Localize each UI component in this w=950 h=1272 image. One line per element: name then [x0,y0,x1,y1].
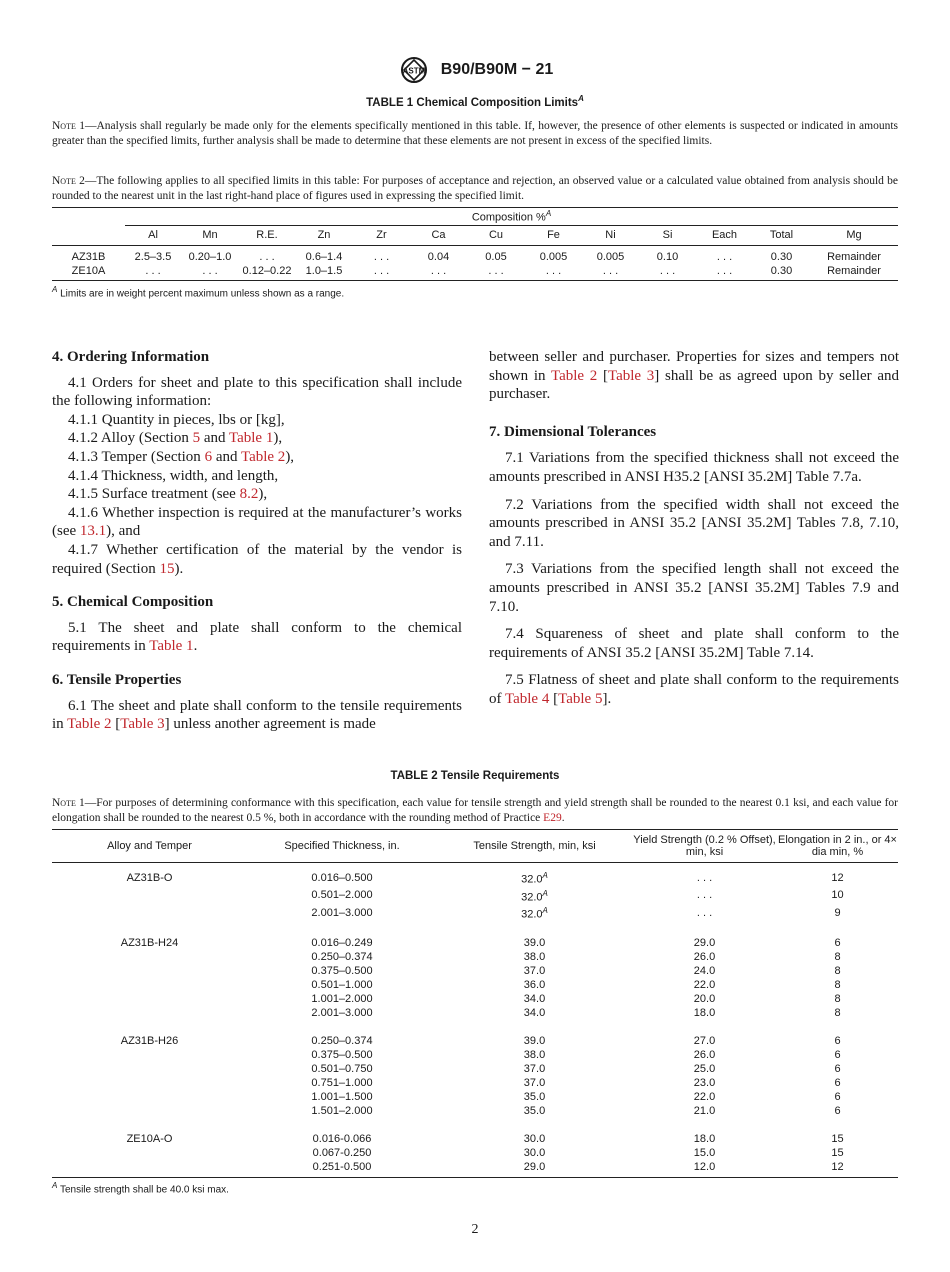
table-cell: 9 [834,907,841,920]
column-header: Alloy and Temper [52,830,247,863]
table-cell: $32.0^A$ [521,906,548,921]
table-cell: 38.0 [523,1048,546,1061]
table-row [52,1048,898,1062]
link-table-4[interactable]: Table 4 [504,690,550,707]
table-cell: 15 [831,1132,844,1145]
table-cell: 0.375–0.500 [311,1048,373,1061]
table-cell [52,1160,247,1174]
table-cell: 8 [834,950,841,963]
table-cell: 12 [831,1160,844,1173]
link-13-1[interactable]: 13.1 [79,523,107,540]
link-section-6[interactable]: 6 [204,448,213,465]
table-cell [52,1062,247,1076]
table-cell [52,1048,247,1062]
table-row [52,887,898,905]
para-7-4: 7.4 Squareness of sheet and plate shall conform to the requirements of ANSI 35.2 [ANSI 35.2M] Table 7.14. [489,626,899,661]
table-cell: 15 [831,1146,844,1159]
para-4-1-7: 4.1.7 Whether certification of the material by the vendor is required (Section 15). [52,541,462,577]
column-header: Yield Strength (0.2 % Offset), min, ksi [632,830,777,863]
table-row [52,1006,898,1020]
table-cell [52,964,247,978]
table-cell: 8 [834,964,841,977]
section-5-heading: 5. Chemical Composition [52,594,214,611]
table-cell: 12.0 [693,1160,716,1173]
table-cell: 0.501–1.000 [311,978,373,991]
table-cell: 26.0 [693,950,716,963]
table-cell: 8 [834,1006,841,1019]
table-cell: 0.067-0.250 [312,1146,372,1159]
table-cell: 39.0 [523,1034,546,1047]
left-column [52,348,462,734]
table-cell: . . . [373,250,390,263]
table-cell: 6 [834,1062,841,1075]
table-cell: . . . [696,907,713,920]
section-4-heading: 4. Ordering Information [52,349,210,365]
table-cell: 1.501–2.000 [311,1104,373,1117]
table-cell [52,887,247,905]
table-cell: 6 [834,1076,841,1089]
table-cell: 0.005 [539,250,568,263]
table-cell: . . . [430,264,447,277]
table-cell: . . . [145,264,161,277]
table-cell: . . . [659,264,676,277]
table-cell [52,1146,247,1160]
column-header: Elongation in 2 in., or 4× dia min, % [777,830,898,863]
column-header: Mn [202,229,218,242]
column-header: Zn [317,229,331,242]
table-cell: ZE10A-O [126,1132,173,1145]
table-cell: 0.20–1.0 [188,250,232,263]
table-cell: $32.0^A$ [521,888,548,904]
para-7-5: 7.5 Flatness of sheet and plate shall conform to the requirements of Table 4 [Table 5]. [489,672,899,707]
table-cell: . . . [602,264,619,277]
table2-footnote: $^A$ Tensile strength shall be 40.0 ksi max. [52,1181,229,1196]
column-header: Ni [605,229,616,242]
table-cell: 0.251-0.500 [312,1160,372,1173]
para-4-1-4: 4.1.4 Thickness, width, and length, [68,467,279,484]
table-row [52,264,898,278]
table-row [52,964,898,978]
column-header: Mg [846,229,862,242]
link-table-2[interactable]: Table 2 [67,716,112,733]
para-7-3: 7.3 Variations from the specified length shall not exceed the amounts prescribed in ANSI 35.2 [ANSI 35.2M] Tables 7.9 and 7.10. [489,561,899,615]
table-cell: 0.30 [770,264,793,277]
link-e29[interactable]: E29 [543,812,562,824]
table-cell: 0.016–0.249 [311,936,373,949]
table-cell: . . . [696,871,713,884]
table-cell: 29.0 [693,936,716,949]
table-cell [52,978,247,992]
table-row [52,1132,898,1146]
table-cell: $32.0^A$ [521,871,548,886]
document-header [0,56,950,84]
link-table-1[interactable]: Table 1 [149,638,194,655]
table-cell [52,1104,247,1118]
table-cell: 34.0 [523,1006,546,1019]
column-header: Ca [431,229,446,242]
table-row [52,992,898,1006]
column-header: R.E. [256,229,278,242]
table-row [52,1062,898,1076]
table-cell: 0.05 [485,250,507,263]
table-cell: 30.0 [523,1146,546,1159]
table-cell: 6 [834,1090,841,1103]
table-cell: 1.001–2.000 [311,992,373,1005]
astm-logo-icon [397,56,431,84]
table-cell: 23.0 [693,1076,716,1089]
table-cell: . . . [488,264,504,277]
table-cell: 0.250–0.374 [311,950,373,963]
composition-group-header: Composition %$^A$ [125,208,898,226]
link-table-3[interactable]: Table 3 [607,367,655,384]
table2-header-row [52,830,898,863]
table-row [52,1160,898,1174]
svg-text:ASTM: ASTM [402,66,426,76]
table-cell: 12 [831,871,844,884]
column-header: Total [769,229,794,242]
table-cell: ZE10A [71,264,106,277]
table-cell: 8 [834,992,841,1005]
table-cell: 38.0 [523,950,546,963]
table-cell: 37.0 [523,964,546,977]
link-table-3[interactable]: Table 3 [120,716,165,733]
table-cell: 0.501–0.750 [311,1062,373,1075]
table-cell: AZ31B-H26 [120,1034,179,1047]
link-section-15[interactable]: 15 [159,560,175,577]
table-cell: 35.0 [523,1090,546,1103]
link-table-2[interactable]: Table 2 [550,367,598,384]
table-row [52,904,898,922]
table-cell: 6 [834,1048,841,1061]
table-cell: 8 [834,978,841,991]
table-cell: 6 [834,1034,841,1047]
para-6-1-continued: between seller and purchaser. Properties for sizes and tempers not shown in Table 2 [Table 3] shall be as agreed upon by seller and purchaser. [489,349,899,403]
table1-note1: Note 1—Analysis shall regularly be made only for the elements specifically mentioned in this table. If, however, the presence of other elements is suspected or indicated in amounts greater than the specified limits, further analysis shall be made to determine that these elements are not present in excess of the specified limits. [52,120,898,147]
table-cell [52,904,247,922]
para-4-1-3: 4.1.3 Temper (Section 6 and Table 2), [68,448,295,465]
section-6-heading: 6. Tensile Properties [52,671,182,688]
table-cell: . . . [259,250,275,263]
column-header: Zr [376,229,387,242]
column-header: Si [662,229,673,242]
table-row [52,936,898,950]
para-4-1-2: 4.1.2 Alloy (Section 5 and Table 1), [68,430,283,447]
table-cell: 0.04 [427,250,450,263]
table-cell: 0.10 [656,250,679,263]
column-header: Fe [547,229,560,242]
section-7-heading: 7. Dimensional Tolerances [489,423,657,440]
table2-title: TABLE 2 Tensile Requirements [390,770,560,782]
table-cell: AZ31B-H24 [120,936,179,949]
table-cell: . . . [716,250,733,263]
para-4-1-5: 4.1.5 Surface treatment (see 8.2), [68,486,268,503]
para-7-1: 7.1 Variations from the specified thickness shall not exceed the amounts prescribed in ANSI H35.2 [ANSI 35.2M] Table 7.7a. [489,450,899,485]
table-cell [52,1006,247,1020]
table-row [52,1104,898,1118]
link-table-2[interactable]: Table 2 [240,448,286,465]
link-table-5[interactable]: Table 5 [558,690,603,707]
table-row [52,245,898,264]
table1-header-row [52,226,898,246]
tensile-requirements-table [52,829,898,1178]
table-cell: 0.6–1.4 [305,250,343,263]
column-header: Tensile Strength, min, ksi [437,830,632,863]
table-cell [52,950,247,964]
table-cell: 24.0 [693,964,716,977]
table-cell: 18.0 [693,1006,716,1019]
designation-code: B90/B90M − 21 [440,61,554,78]
table-cell: 20.0 [693,992,716,1005]
table2-note1: Note 1—For purposes of determining conformance with this specification, each value for tensile strength and yield strength shall be rounded to the nearest 0.1 ksi, and each value for elongation shall be rounded to the nearest 0.5 %, both in accordance with the rounding method of Practice E29. [52,797,898,824]
link-8-2[interactable]: 8.2 [239,486,259,503]
table-cell: . . . [696,889,713,902]
table-cell [52,1076,247,1090]
table-cell: 2.5–3.5 [134,250,172,263]
table-cell: AZ31B [71,250,106,263]
link-table-1[interactable]: Table 1 [228,430,274,447]
table-cell: . . . [545,264,562,277]
table-cell: 6 [834,1104,841,1117]
table-cell: 34.0 [523,992,546,1005]
table-cell: 21.0 [693,1104,716,1117]
column-header: Al [148,229,158,242]
table-cell: 0.501–2.000 [311,889,373,902]
table-cell: 0.016-0.066 [312,1132,372,1145]
table-cell: 0.12–0.22 [242,264,292,277]
table-cell: 2.001–3.000 [311,1006,373,1019]
right-column [489,348,899,709]
para-7-2: 7.2 Variations from the specified width shall not exceed the amounts prescribed in ANSI 35.2 [ANSI 35.2M] Tables 7.8, 7.10, and 7.11. [489,496,899,550]
table-cell: . . . [716,264,733,277]
table-cell: 39.0 [523,936,546,949]
table1-footnote: $^A$ Limits are in weight percent maximum unless shown as a range. [52,285,345,300]
column-header: Cu [488,229,504,242]
table-cell: 37.0 [523,1076,546,1089]
table1-note2: Note 2—The following applies to all specified limits in this table: For purposes of acceptance and rejection, an observed value or a calculated value obtained from analysis should be rounded to the nearest unit in the last right-hand place of figures used in expressing the specified limit. [52,175,898,202]
table-cell: 29.0 [523,1160,546,1173]
table-cell: 0.375–0.500 [311,964,373,977]
table-cell [52,992,247,1006]
table-cell: 37.0 [523,1062,546,1075]
table-cell: 1.001–1.500 [311,1090,373,1103]
table-cell: Remainder [827,264,881,277]
table-row [52,1090,898,1104]
table-cell: Remainder [827,250,881,263]
table-cell: . . . [373,264,390,277]
table-row [52,978,898,992]
table-cell: 30.0 [523,1132,546,1145]
table-row [52,1076,898,1090]
link-section-5[interactable]: 5 [192,430,201,447]
para-5-1: 5.1 The sheet and plate shall conform to the chemical requirements in Table 1. [52,619,462,655]
table-cell: 27.0 [693,1034,716,1047]
table-cell: 18.0 [693,1132,716,1145]
page-number: 2 [471,1222,479,1237]
table-cell: 25.0 [693,1062,716,1075]
table-cell: 36.0 [523,978,546,991]
table-row [52,863,898,887]
table-cell: 26.0 [693,1048,716,1061]
table-cell: 22.0 [693,1090,716,1103]
table-row [52,950,898,964]
chemical-composition-table [52,207,898,281]
table-cell: 10 [831,889,844,902]
table-cell: 2.001–3.000 [311,907,373,920]
table-cell: 0.016–0.500 [311,871,373,884]
table-cell: . . . [202,264,218,277]
column-header: Each [711,229,738,242]
table-cell: 0.005 [596,250,625,263]
table1-title: TABLE 1 Chemical Composition Limits$^A$ [366,94,584,109]
para-6-1: 6.1 The sheet and plate shall conform to the tensile requirements in Table 2 [Table 3] unless another agreement is made [52,697,462,733]
table-row [52,1034,898,1048]
table-cell: 6 [834,936,841,949]
table-cell: 15.0 [693,1146,716,1159]
table-cell: 22.0 [693,978,716,991]
para-4-1-6: 4.1.6 Whether inspection is required at the manufacturer’s works (see 13.1), and [52,504,462,540]
para-4-1: 4.1 Orders for sheet and plate to this specification shall include the following information: [52,374,462,410]
table-row [52,1146,898,1160]
para-4-1-1: 4.1.1 Quantity in pieces, lbs or [kg], [68,411,285,428]
table-cell: AZ31B-O [126,871,173,884]
table-cell: 0.751–1.000 [311,1076,373,1089]
table-cell [52,1090,247,1104]
column-header: Specified Thickness, in. [247,830,437,863]
table-cell: 0.30 [770,250,793,263]
table-cell: 1.0–1.5 [305,264,343,277]
table-cell: 35.0 [523,1104,546,1117]
table-cell: 0.250–0.374 [311,1034,373,1047]
